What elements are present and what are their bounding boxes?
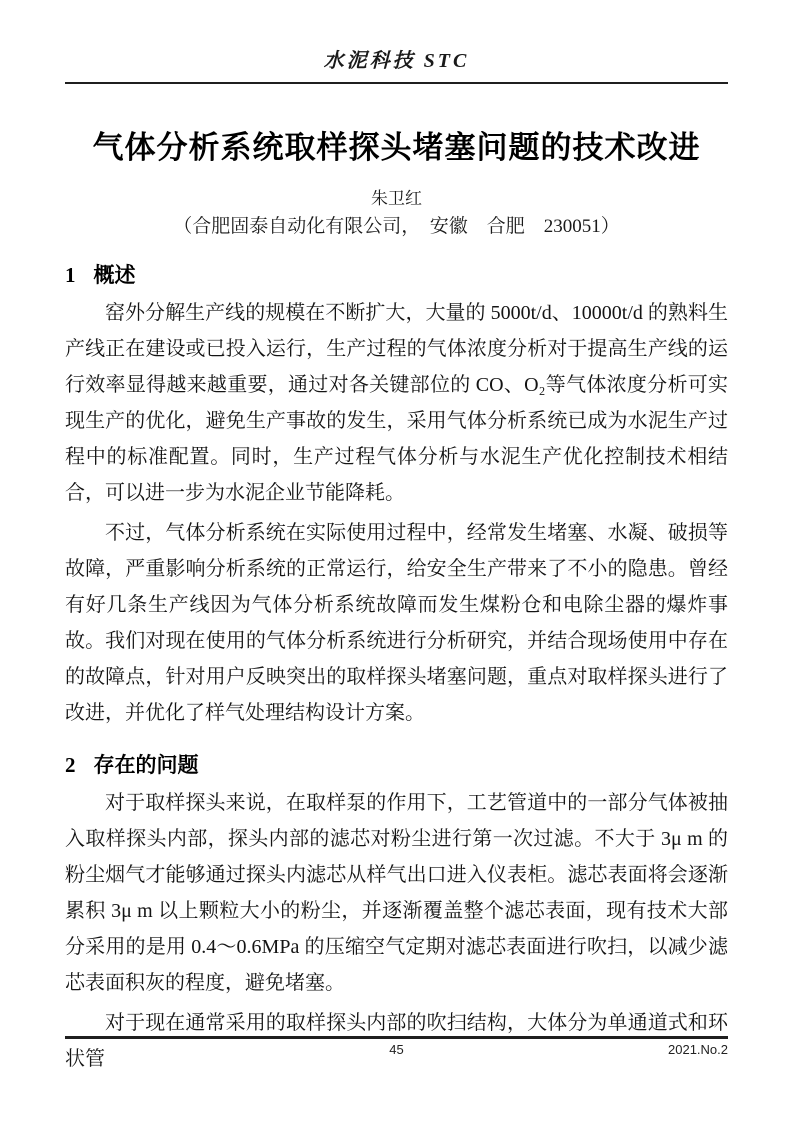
section-title: 概述 — [93, 264, 136, 287]
journal-name: 水泥科技 STC — [323, 50, 470, 72]
section-number: 1 — [65, 263, 76, 287]
paragraph: 对于现在通常采用的取样探头内部的吹扫结构，大体分为单通道式和环状管 — [65, 1012, 728, 1070]
author-affiliation: （合肥固泰自动化有限公司， 安徽 合肥 230051） — [173, 216, 620, 237]
section-heading-1 — [65, 260, 728, 291]
paragraph: 窑外分解生产线的规模在不断扩大，大量的 5000t/d、10000t/d 的熟料生产线正在建设或已投入运行，生产过程的气体浓度分析对于提高生产线的运行效率显得越来越重要，通过对各关键部位的 CO、O₂等气体浓度分析可实现生产的优化，避免生产事故的发生，采用气体分析系统已成为水泥生产过程中的标准配置。同时，生产过程气体分析与水泥生产优化控制技术相结合，可以进一步为水泥企业节能降耗。 — [65, 302, 728, 504]
issue-label: 2021.No.2 — [668, 1042, 728, 1057]
author-name: 朱卫红 — [371, 189, 422, 208]
page-number: 45 — [389, 1042, 404, 1057]
paragraph: 对于取样探头来说，在取样泵的作用下，工艺管道中的一部分气体被抽入取样探头内部，探头内部的滤芯对粉尘进行第一次过滤。不大于 3μ m 的粉尘烟气才能够通过探头内滤芯从样气出口进入仪表柜。滤芯表面将会逐渐累积 3μ m 以上颗粒大小的粉尘，并逐渐覆盖整个滤芯表面，现有技术大部分采用的是用 0.4～0.6MPa 的压缩空气定期对滤芯表面进行吹扫，以减少滤芯表面积灰的程度，避免堵塞。 — [65, 792, 728, 994]
section-title: 存在的问题 — [93, 754, 199, 777]
section-number: 2 — [65, 753, 76, 777]
page-footer — [65, 1036, 728, 1060]
paragraph: 不过，气体分析系统在实际使用过程中，经常发生堵塞、水凝、破损等故障，严重影响分析系统的正常运行，给安全生产带来了不小的隐患。曾经有好几条生产线因为气体分析系统故障而发生煤粉仓和电除尘器的爆炸事故。我们对现在使用的气体分析系统进行分析研究，并结合现场使用中存在的故障点，针对用户反映突出的取样探头堵塞问题，重点对取样探头进行了改进，并优化了样气处理结构设计方案。 — [65, 522, 728, 724]
article-title: 气体分析系统取样探头堵塞问题的技术改进 — [92, 130, 701, 165]
section-heading-2 — [65, 750, 728, 781]
header-divider — [65, 82, 728, 84]
footer-divider — [65, 1036, 728, 1039]
footer-row — [65, 1042, 728, 1060]
